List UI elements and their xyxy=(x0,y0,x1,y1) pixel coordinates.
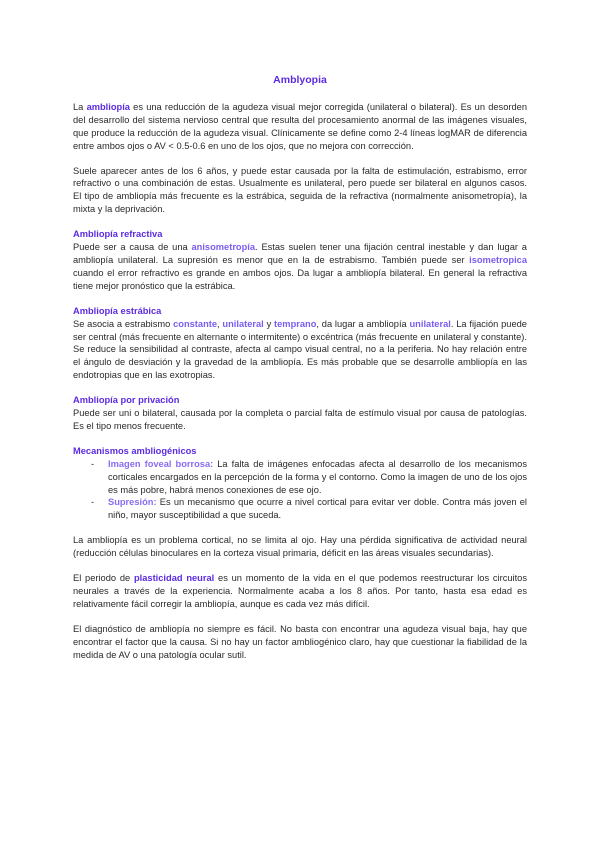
text: es una reducción de la agudeza visual mejor corregida (unilateral o bilateral). Es un desorden del desarrollo del sistema nervioso central que resulta del procesamiento anormal de las imágenes visuales, que produce la reducción de la agudeza visual. Clínicamente se define como 2-4 líneas logMAR de diferencia entre ambos ojos o AV < 0.5-0.6 en uno de los ojos, que no mejora con corrección. xyxy=(73,101,527,151)
text: , da lugar a ambliopía xyxy=(316,318,410,329)
text: cuando el error refractivo es grande en ambos ojos. Da lugar a ambliopía bilateral. En general la refractiva tiene mejor pronóstico que la estrábica. xyxy=(73,267,527,291)
list-term: Supresión: xyxy=(108,497,157,508)
list-dash: - xyxy=(91,497,95,508)
mechanisms-list xyxy=(73,458,527,523)
diagnosis-paragraph: El diagnóstico de ambliopía no siempre es fácil. No basta con encontrar una agudeza visual baja, hay que encontrar el factor que la causa. Si no hay un factor ambliogénico claro, hay que cuestionar la fiabilidad de la medida de AV o una patología ocular sutil. xyxy=(73,623,527,660)
highlight-unilateral: unilateral xyxy=(222,318,264,329)
list-text: Es un mecanismo que ocurre a nivel cortical para evitar ver doble. Contra más joven el niño, mayor susceptibilidad a que suceda. xyxy=(108,497,527,521)
plasticity-paragraph xyxy=(73,572,527,611)
text: es un momento de la vida en el que podemos reestructurar los circuitos neurales a través de la experiencia. Normalmente acaba a los 8 años. Por tanto, hasta esa edad es relativamente fácil corregir la ambliopía, aunque es cada vez más difícil. xyxy=(73,573,528,609)
section-mecanismos xyxy=(73,445,527,522)
highlight-unilateral: unilateral xyxy=(409,318,451,329)
text: . Estas suelen tener una fijación central inestable y dan lugar a ambliopía unilateral. La supresión es menor que en la de estrabismo. También puede ser xyxy=(73,242,527,265)
section-text xyxy=(73,241,527,293)
section-heading: Ambliopía estrábica xyxy=(73,305,162,316)
highlight-isometropica: isometropica xyxy=(469,254,527,265)
list-item xyxy=(73,458,527,497)
highlight-temprano: temprano xyxy=(274,318,317,329)
list-item xyxy=(73,496,527,522)
text: , xyxy=(217,318,223,329)
section-heading: Ambliopía refractiva xyxy=(73,229,163,240)
onset-paragraph: Suele aparecer antes de los 6 años, y puede estar causada por la falta de estimulación, estrabismo, error refractivo o una combinación de estas. Usualmente es unilateral, pero puede ser bilateral en algunos casos. El tipo de ambliopía más frecuente es la estrábica, seguida de la refractiva (normalmente anisometropía), la mixta y la deprivación. xyxy=(73,165,527,215)
text: La xyxy=(73,101,87,112)
list-term: Imagen foveal borrosa: xyxy=(108,458,214,469)
highlight-anisometropia: anisometropía xyxy=(191,242,256,253)
highlight-constante: constante xyxy=(173,318,218,329)
cortical-paragraph: La ambliopía es un problema cortical, no se limita al ojo. Hay una pérdida significativa de actividad neural (reducción células binoculares en la corteza visual primaria, déficit en las áreas visuales secundarias). xyxy=(73,535,527,559)
highlight-ambliopia: ambliopía xyxy=(86,101,130,112)
text: y xyxy=(263,318,275,329)
list-dash: - xyxy=(91,458,95,469)
section-text: Puede ser uni o bilateral, causada por la completa o parcial falta de estímulo visual por causa de patologías. Es el tipo menos frecuente. xyxy=(73,408,527,431)
list-text: La falta de imágenes enfocadas afecta al desarrollo de los mecanismos corticales encargados en la percepción de la forma y el contorno. Como la imagen de uno de los ojos es más pobre, habrá menos conexiones de ese ojo. xyxy=(108,458,527,495)
text: Se asocia a estrabismo xyxy=(73,318,174,329)
text: Puede ser a causa de una xyxy=(73,242,192,253)
section-privacion xyxy=(73,394,527,433)
section-heading: Ambliopía por privación xyxy=(73,395,180,406)
intro-paragraph xyxy=(73,101,527,153)
section-estrabica xyxy=(73,305,527,382)
page-title: Amblyopia xyxy=(273,74,327,86)
section-heading: Mecanismos ambliogénicos xyxy=(73,445,197,456)
section-refractiva xyxy=(73,228,527,293)
text: El periodo de xyxy=(73,573,134,584)
text: . La fijación puede ser central (más frecuente en alternante o intermitente) o excéntrica (más frecuente en unilateral y constante). Se reduce la sensibilidad al contraste, afecta al campo visual central, no a la periferia. No hay relación entre el ángulo de desviación y la gravedad de la ambliopía. Es más probable que se desarrolle ambliopía en las endotropias que en las exotropias. xyxy=(73,318,527,381)
document-page xyxy=(73,74,527,662)
section-text xyxy=(73,318,527,383)
highlight-plasticidad: plasticidad neural xyxy=(133,573,215,584)
